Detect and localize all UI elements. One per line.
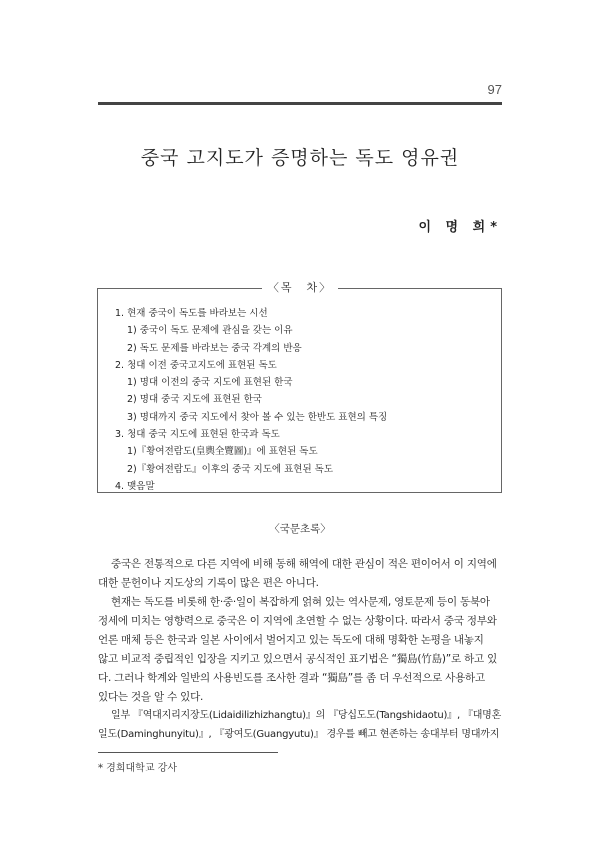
abstract-line: 대한 문헌이나 지도상의 기록이 많은 편은 아니다. bbox=[98, 577, 319, 589]
toc-item: 3) 명대까지 중국 지도에서 찾아 볼 수 있는 한반도 표현의 특징 bbox=[127, 412, 388, 423]
abstract-line: 일부 『역대지리지장도(Lidaidilizhizhangtu)』의 『당십도도(Tangshidaotu)』, 『대명혼 bbox=[111, 710, 502, 721]
toc-title-text: 〈목 차〉 bbox=[262, 281, 338, 294]
abstract-heading: 〈국문초록〉 bbox=[269, 523, 331, 535]
abstract-line: 언론 매체 등은 한국과 일본 사이에서 벌어지고 있는 독도에 대해 명확한 논평을 내놓지 bbox=[98, 634, 484, 646]
author-name: 이 명 희* bbox=[418, 220, 502, 235]
toc-item: 2)『황여전람도』이후의 중국 지도에 표현된 독도 bbox=[127, 464, 334, 475]
toc-item: 2. 청대 이전 중국고지도에 표현된 독도 bbox=[115, 360, 277, 371]
toc-item: 1) 명대 이전의 중국 지도에 표현된 한국 bbox=[127, 377, 293, 388]
header-rule bbox=[98, 102, 502, 105]
toc-item: 2) 독도 문제를 바라보는 중국 각계의 반응 bbox=[127, 343, 302, 354]
toc-item: 1) 중국이 독도 문제에 관심을 갖는 이유 bbox=[127, 325, 293, 336]
abstract-line: 일도(Daminghunyitu)』, 『광여도(Guangyutu)』 경우를 빼고 현존하는 송대부터 명대까지 bbox=[98, 729, 500, 740]
toc-item: 3. 청대 중국 지도에 표현된 한국과 독도 bbox=[115, 429, 280, 440]
abstract-line: 다. 그러나 학계와 일반의 사용빈도를 조사한 결과 “獨島”를 좀 더 우선적으로 사용하고 bbox=[98, 672, 485, 684]
toc-item: 1)『황여전람도(皇輿全覽圖)』에 표현된 독도 bbox=[127, 446, 318, 457]
abstract-line: 정세에 미치는 영향력으로 중국은 이 지역에 초연할 수 없는 상황이다. 따라서 중국 정부와 bbox=[98, 615, 497, 627]
toc-item: 4. 맺음말 bbox=[115, 481, 155, 492]
toc-item: 1. 현재 중국이 독도를 바라보는 시선 bbox=[115, 308, 268, 319]
toc-item: 2) 명대 중국 지도에 표현된 한국 bbox=[127, 394, 262, 405]
abstract-line: 않고 비교적 중립적인 입장을 지키고 있으면서 공식적인 표기법은 “獨島(竹島)”로 하고 있 bbox=[98, 653, 498, 665]
abstract-line: 중국은 전통적으로 다른 지역에 비해 동해 해역에 대한 관심이 적은 편이어서 이 지역에 bbox=[111, 558, 497, 570]
toc-title bbox=[0, 279, 600, 295]
page-number: 97 bbox=[487, 82, 502, 97]
abstract-line: 있다는 것을 알 수 있다. bbox=[98, 691, 204, 703]
abstract-line: 현재는 독도를 비롯해 한·중·일이 복잡하게 얽혀 있는 역사문제, 영토문제 등이 동북아 bbox=[111, 596, 490, 608]
author-footnote: * 경희대학교 강사 bbox=[98, 763, 177, 774]
footnote-rule bbox=[98, 752, 278, 753]
paper-title: 중국 고지도가 증명하는 독도 영유권 bbox=[140, 147, 460, 169]
